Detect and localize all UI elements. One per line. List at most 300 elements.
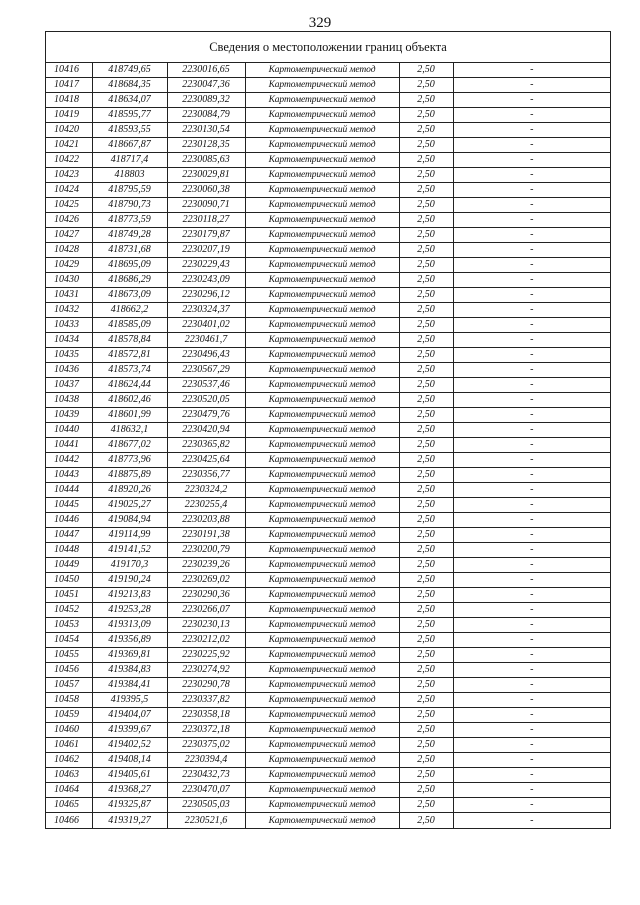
x-coordinate-cell: 418875,89 [92, 468, 167, 483]
point-number-cell: 10420 [46, 123, 92, 138]
table-row [46, 183, 610, 198]
accuracy-cell: 2,50 [399, 558, 453, 573]
accuracy-cell: 2,50 [399, 363, 453, 378]
method-cell: Картометрический метод [245, 783, 399, 798]
point-number-cell: 10428 [46, 243, 92, 258]
table-row [46, 63, 610, 78]
method-cell: Картометрический метод [245, 273, 399, 288]
method-cell: Картометрический метод [245, 183, 399, 198]
description-cell: - [453, 198, 610, 213]
y-coordinate-cell: 2230505,03 [167, 798, 245, 813]
table-row [46, 753, 610, 768]
sheet-title: Сведения о местоположении границ объекта [46, 32, 610, 63]
point-number-cell: 10416 [46, 63, 92, 78]
accuracy-cell: 2,50 [399, 618, 453, 633]
point-number-cell: 10446 [46, 513, 92, 528]
table-row [46, 798, 610, 813]
description-cell: - [453, 393, 610, 408]
x-coordinate-cell: 419325,87 [92, 798, 167, 813]
y-coordinate-cell: 2230290,78 [167, 678, 245, 693]
y-coordinate-cell: 2230090,71 [167, 198, 245, 213]
point-number-cell: 10429 [46, 258, 92, 273]
table-row [46, 393, 610, 408]
accuracy-cell: 2,50 [399, 93, 453, 108]
y-coordinate-cell: 2230128,35 [167, 138, 245, 153]
x-coordinate-cell: 418602,46 [92, 393, 167, 408]
description-cell: - [453, 318, 610, 333]
table-row [46, 603, 610, 618]
accuracy-cell: 2,50 [399, 513, 453, 528]
accuracy-cell: 2,50 [399, 573, 453, 588]
y-coordinate-cell: 2230203,88 [167, 513, 245, 528]
accuracy-cell: 2,50 [399, 783, 453, 798]
accuracy-cell: 2,50 [399, 798, 453, 813]
point-number-cell: 10432 [46, 303, 92, 318]
accuracy-cell: 2,50 [399, 768, 453, 783]
accuracy-cell: 2,50 [399, 228, 453, 243]
accuracy-cell: 2,50 [399, 723, 453, 738]
point-number-cell: 10463 [46, 768, 92, 783]
method-cell: Картометрический метод [245, 678, 399, 693]
x-coordinate-cell: 419399,67 [92, 723, 167, 738]
point-number-cell: 10448 [46, 543, 92, 558]
table-row [46, 768, 610, 783]
table-row [46, 348, 610, 363]
x-coordinate-cell: 419356,89 [92, 633, 167, 648]
method-cell: Картометрический метод [245, 798, 399, 813]
point-number-cell: 10421 [46, 138, 92, 153]
accuracy-cell: 2,50 [399, 213, 453, 228]
x-coordinate-cell: 419369,81 [92, 648, 167, 663]
point-number-cell: 10425 [46, 198, 92, 213]
x-coordinate-cell: 418731,68 [92, 243, 167, 258]
method-cell: Картометрический метод [245, 483, 399, 498]
y-coordinate-cell: 2230089,32 [167, 93, 245, 108]
x-coordinate-cell: 418773,96 [92, 453, 167, 468]
accuracy-cell: 2,50 [399, 183, 453, 198]
table-row [46, 258, 610, 273]
point-number-cell: 10427 [46, 228, 92, 243]
point-number-cell: 10419 [46, 108, 92, 123]
description-cell: - [453, 543, 610, 558]
point-number-cell: 10418 [46, 93, 92, 108]
description-cell: - [453, 423, 610, 438]
method-cell: Картометрический метод [245, 528, 399, 543]
description-cell: - [453, 798, 610, 813]
x-coordinate-cell: 419084,94 [92, 513, 167, 528]
x-coordinate-cell: 419253,28 [92, 603, 167, 618]
description-cell: - [453, 378, 610, 393]
table-row [46, 408, 610, 423]
point-number-cell: 10424 [46, 183, 92, 198]
accuracy-cell: 2,50 [399, 753, 453, 768]
method-cell: Картометрический метод [245, 258, 399, 273]
method-cell: Картометрический метод [245, 708, 399, 723]
method-cell: Картометрический метод [245, 558, 399, 573]
method-cell: Картометрический метод [245, 378, 399, 393]
x-coordinate-cell: 418572,81 [92, 348, 167, 363]
y-coordinate-cell: 2230269,02 [167, 573, 245, 588]
y-coordinate-cell: 2230401,02 [167, 318, 245, 333]
x-coordinate-cell: 419402,52 [92, 738, 167, 753]
method-cell: Картометрический метод [245, 813, 399, 828]
description-cell: - [453, 663, 610, 678]
table-row [46, 663, 610, 678]
accuracy-cell: 2,50 [399, 678, 453, 693]
method-cell: Картометрический метод [245, 393, 399, 408]
x-coordinate-cell: 419141,52 [92, 543, 167, 558]
description-cell: - [453, 303, 610, 318]
x-coordinate-cell: 418667,87 [92, 138, 167, 153]
point-number-cell: 10466 [46, 813, 92, 828]
boundary-sheet [45, 31, 611, 829]
x-coordinate-cell: 419213,83 [92, 588, 167, 603]
y-coordinate-cell: 2230521,6 [167, 813, 245, 828]
accuracy-cell: 2,50 [399, 813, 453, 828]
y-coordinate-cell: 2230266,07 [167, 603, 245, 618]
y-coordinate-cell: 2230179,87 [167, 228, 245, 243]
table-row [46, 708, 610, 723]
description-cell: - [453, 78, 610, 93]
table-row [46, 93, 610, 108]
y-coordinate-cell: 2230029,81 [167, 168, 245, 183]
method-cell: Картометрический метод [245, 723, 399, 738]
x-coordinate-cell: 418662,2 [92, 303, 167, 318]
accuracy-cell: 2,50 [399, 438, 453, 453]
method-cell: Картометрический метод [245, 498, 399, 513]
table-row [46, 78, 610, 93]
accuracy-cell: 2,50 [399, 168, 453, 183]
method-cell: Картометрический метод [245, 663, 399, 678]
description-cell: - [453, 363, 610, 378]
point-number-cell: 10464 [46, 783, 92, 798]
point-number-cell: 10456 [46, 663, 92, 678]
y-coordinate-cell: 2230243,09 [167, 273, 245, 288]
method-cell: Картометрический метод [245, 288, 399, 303]
method-cell: Картометрический метод [245, 453, 399, 468]
description-cell: - [453, 528, 610, 543]
accuracy-cell: 2,50 [399, 348, 453, 363]
x-coordinate-cell: 418717,4 [92, 153, 167, 168]
description-cell: - [453, 558, 610, 573]
point-number-cell: 10440 [46, 423, 92, 438]
x-coordinate-cell: 418593,55 [92, 123, 167, 138]
accuracy-cell: 2,50 [399, 258, 453, 273]
y-coordinate-cell: 2230085,63 [167, 153, 245, 168]
method-cell: Картометрический метод [245, 318, 399, 333]
accuracy-cell: 2,50 [399, 333, 453, 348]
method-cell: Картометрический метод [245, 168, 399, 183]
description-cell: - [453, 618, 610, 633]
accuracy-cell: 2,50 [399, 498, 453, 513]
table-row [46, 513, 610, 528]
y-coordinate-cell: 2230274,92 [167, 663, 245, 678]
table-row [46, 528, 610, 543]
method-cell: Картометрический метод [245, 93, 399, 108]
accuracy-cell: 2,50 [399, 138, 453, 153]
table-row [46, 333, 610, 348]
accuracy-cell: 2,50 [399, 123, 453, 138]
accuracy-cell: 2,50 [399, 693, 453, 708]
x-coordinate-cell: 418790,73 [92, 198, 167, 213]
x-coordinate-cell: 418673,09 [92, 288, 167, 303]
y-coordinate-cell: 2230496,43 [167, 348, 245, 363]
accuracy-cell: 2,50 [399, 588, 453, 603]
table-row [46, 498, 610, 513]
table-row [46, 618, 610, 633]
accuracy-cell: 2,50 [399, 108, 453, 123]
point-number-cell: 10442 [46, 453, 92, 468]
point-number-cell: 10451 [46, 588, 92, 603]
x-coordinate-cell: 419384,83 [92, 663, 167, 678]
table-row [46, 438, 610, 453]
y-coordinate-cell: 2230207,19 [167, 243, 245, 258]
point-number-cell: 10444 [46, 483, 92, 498]
description-cell: - [453, 453, 610, 468]
accuracy-cell: 2,50 [399, 393, 453, 408]
point-number-cell: 10426 [46, 213, 92, 228]
table-row [46, 783, 610, 798]
method-cell: Картометрический метод [245, 438, 399, 453]
x-coordinate-cell: 418773,59 [92, 213, 167, 228]
point-number-cell: 10457 [46, 678, 92, 693]
description-cell: - [453, 693, 610, 708]
description-cell: - [453, 333, 610, 348]
point-number-cell: 10437 [46, 378, 92, 393]
accuracy-cell: 2,50 [399, 243, 453, 258]
method-cell: Картометрический метод [245, 573, 399, 588]
x-coordinate-cell: 418632,1 [92, 423, 167, 438]
point-number-cell: 10460 [46, 723, 92, 738]
y-coordinate-cell: 2230520,05 [167, 393, 245, 408]
accuracy-cell: 2,50 [399, 153, 453, 168]
table-row [46, 303, 610, 318]
x-coordinate-cell: 419025,27 [92, 498, 167, 513]
y-coordinate-cell: 2230479,76 [167, 408, 245, 423]
y-coordinate-cell: 2230356,77 [167, 468, 245, 483]
x-coordinate-cell: 419405,61 [92, 768, 167, 783]
description-cell: - [453, 288, 610, 303]
method-cell: Картометрический метод [245, 588, 399, 603]
table-row [46, 633, 610, 648]
accuracy-cell: 2,50 [399, 663, 453, 678]
x-coordinate-cell: 419384,41 [92, 678, 167, 693]
y-coordinate-cell: 2230425,64 [167, 453, 245, 468]
description-cell: - [453, 603, 610, 618]
table-row [46, 138, 610, 153]
method-cell: Картометрический метод [245, 303, 399, 318]
y-coordinate-cell: 2230358,18 [167, 708, 245, 723]
point-number-cell: 10436 [46, 363, 92, 378]
table-row [46, 198, 610, 213]
x-coordinate-cell: 418595,77 [92, 108, 167, 123]
x-coordinate-cell: 419395,5 [92, 693, 167, 708]
table-row [46, 108, 610, 123]
table-row [46, 738, 610, 753]
point-number-cell: 10431 [46, 288, 92, 303]
method-cell: Картометрический метод [245, 618, 399, 633]
point-number-cell: 10458 [46, 693, 92, 708]
point-number-cell: 10445 [46, 498, 92, 513]
y-coordinate-cell: 2230461,7 [167, 333, 245, 348]
accuracy-cell: 2,50 [399, 468, 453, 483]
description-cell: - [453, 273, 610, 288]
description-cell: - [453, 408, 610, 423]
point-number-cell: 10449 [46, 558, 92, 573]
x-coordinate-cell: 418573,74 [92, 363, 167, 378]
point-number-cell: 10465 [46, 798, 92, 813]
description-cell: - [453, 348, 610, 363]
description-cell: - [453, 243, 610, 258]
description-cell: - [453, 468, 610, 483]
y-coordinate-cell: 2230084,79 [167, 108, 245, 123]
description-cell: - [453, 153, 610, 168]
accuracy-cell: 2,50 [399, 528, 453, 543]
accuracy-cell: 2,50 [399, 63, 453, 78]
x-coordinate-cell: 418578,84 [92, 333, 167, 348]
method-cell: Картометрический метод [245, 243, 399, 258]
y-coordinate-cell: 2230239,26 [167, 558, 245, 573]
y-coordinate-cell: 2230229,43 [167, 258, 245, 273]
point-number-cell: 10435 [46, 348, 92, 363]
x-coordinate-cell: 419114,99 [92, 528, 167, 543]
accuracy-cell: 2,50 [399, 543, 453, 558]
x-coordinate-cell: 419408,14 [92, 753, 167, 768]
y-coordinate-cell: 2230420,94 [167, 423, 245, 438]
page-number: 329 [308, 15, 332, 31]
table-row [46, 558, 610, 573]
accuracy-cell: 2,50 [399, 78, 453, 93]
method-cell: Картометрический метод [245, 633, 399, 648]
method-cell: Картометрический метод [245, 213, 399, 228]
y-coordinate-cell: 2230255,4 [167, 498, 245, 513]
point-number-cell: 10417 [46, 78, 92, 93]
point-number-cell: 10430 [46, 273, 92, 288]
x-coordinate-cell: 418920,26 [92, 483, 167, 498]
description-cell: - [453, 708, 610, 723]
y-coordinate-cell: 2230047,36 [167, 78, 245, 93]
description-cell: - [453, 813, 610, 828]
coordinates-table [46, 63, 610, 828]
description-cell: - [453, 648, 610, 663]
method-cell: Картометрический метод [245, 363, 399, 378]
method-cell: Картометрический метод [245, 468, 399, 483]
point-number-cell: 10453 [46, 618, 92, 633]
x-coordinate-cell: 418795,59 [92, 183, 167, 198]
point-number-cell: 10443 [46, 468, 92, 483]
table-row [46, 378, 610, 393]
y-coordinate-cell: 2230230,13 [167, 618, 245, 633]
table-row [46, 213, 610, 228]
method-cell: Картометрический метод [245, 138, 399, 153]
point-number-cell: 10422 [46, 153, 92, 168]
table-row [46, 468, 610, 483]
description-cell: - [453, 633, 610, 648]
method-cell: Картометрический метод [245, 408, 399, 423]
description-cell: - [453, 723, 610, 738]
accuracy-cell: 2,50 [399, 648, 453, 663]
y-coordinate-cell: 2230191,38 [167, 528, 245, 543]
table-row [46, 288, 610, 303]
point-number-cell: 10423 [46, 168, 92, 183]
table-row [46, 453, 610, 468]
method-cell: Картометрический метод [245, 513, 399, 528]
point-number-cell: 10454 [46, 633, 92, 648]
description-cell: - [453, 258, 610, 273]
x-coordinate-cell: 419319,27 [92, 813, 167, 828]
x-coordinate-cell: 418684,35 [92, 78, 167, 93]
method-cell: Картометрический метод [245, 108, 399, 123]
accuracy-cell: 2,50 [399, 483, 453, 498]
y-coordinate-cell: 2230296,12 [167, 288, 245, 303]
description-cell: - [453, 183, 610, 198]
accuracy-cell: 2,50 [399, 198, 453, 213]
method-cell: Картометрический метод [245, 693, 399, 708]
y-coordinate-cell: 2230225,92 [167, 648, 245, 663]
description-cell: - [453, 228, 610, 243]
accuracy-cell: 2,50 [399, 708, 453, 723]
y-coordinate-cell: 2230470,07 [167, 783, 245, 798]
accuracy-cell: 2,50 [399, 603, 453, 618]
y-coordinate-cell: 2230016,65 [167, 63, 245, 78]
table-row [46, 693, 610, 708]
y-coordinate-cell: 2230200,79 [167, 543, 245, 558]
point-number-cell: 10455 [46, 648, 92, 663]
x-coordinate-cell: 419404,07 [92, 708, 167, 723]
method-cell: Картометрический метод [245, 228, 399, 243]
point-number-cell: 10462 [46, 753, 92, 768]
table-row [46, 318, 610, 333]
point-number-cell: 10461 [46, 738, 92, 753]
description-cell: - [453, 138, 610, 153]
method-cell: Картометрический метод [245, 423, 399, 438]
x-coordinate-cell: 418677,02 [92, 438, 167, 453]
description-cell: - [453, 573, 610, 588]
description-cell: - [453, 213, 610, 228]
table-row [46, 648, 610, 663]
x-coordinate-cell: 418749,28 [92, 228, 167, 243]
x-coordinate-cell: 418585,09 [92, 318, 167, 333]
x-coordinate-cell: 419190,24 [92, 573, 167, 588]
table-row [46, 423, 610, 438]
description-cell: - [453, 783, 610, 798]
table-row [46, 243, 610, 258]
point-number-cell: 10441 [46, 438, 92, 453]
x-coordinate-cell: 418749,65 [92, 63, 167, 78]
accuracy-cell: 2,50 [399, 423, 453, 438]
accuracy-cell: 2,50 [399, 303, 453, 318]
table-row [46, 168, 610, 183]
y-coordinate-cell: 2230130,54 [167, 123, 245, 138]
table-row [46, 273, 610, 288]
point-number-cell: 10438 [46, 393, 92, 408]
x-coordinate-cell: 418634,07 [92, 93, 167, 108]
point-number-cell: 10439 [46, 408, 92, 423]
x-coordinate-cell: 419368,27 [92, 783, 167, 798]
method-cell: Картометрический метод [245, 603, 399, 618]
method-cell: Картометрический метод [245, 768, 399, 783]
table-row [46, 123, 610, 138]
method-cell: Картометрический метод [245, 753, 399, 768]
y-coordinate-cell: 2230337,82 [167, 693, 245, 708]
description-cell: - [453, 768, 610, 783]
description-cell: - [453, 63, 610, 78]
point-number-cell: 10447 [46, 528, 92, 543]
point-number-cell: 10433 [46, 318, 92, 333]
description-cell: - [453, 483, 610, 498]
y-coordinate-cell: 2230375,02 [167, 738, 245, 753]
y-coordinate-cell: 2230372,18 [167, 723, 245, 738]
